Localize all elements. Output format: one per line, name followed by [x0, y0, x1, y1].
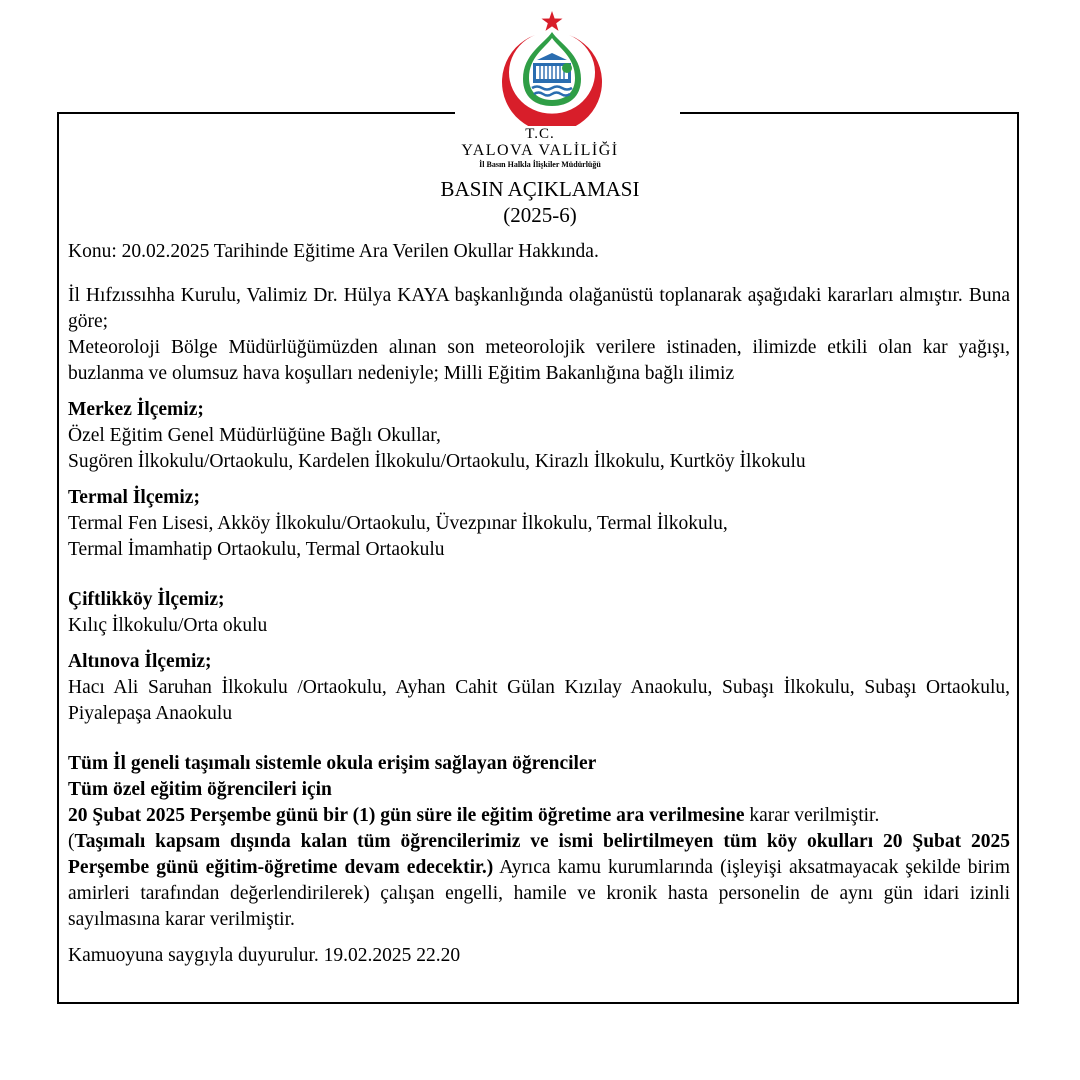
bold-line-2: Tüm özel eğitim öğrencileri için — [68, 779, 332, 800]
note-paragraph: (Taşımalı kapsam dışında kalan tüm öğrencilerimiz ve ismi belirtilmeyen tüm köy okulları 20 Şubat 2025 Perşembe günü eğitim-öğretime devam edecektir.) Ayrıca kamu kurumlarında (işleyişi aksatmayacak şekilde birim amirleri tarafından değerlendirilerek) çalışan engelli, hamile ve kronik hasta personelin de aynı gün idari izinli sayılmasına karar verilmiştir. — [68, 831, 1010, 930]
yalova-governorship-logo — [497, 8, 607, 126]
district-heading-altinova: Altınova İlçemiz; — [68, 651, 212, 672]
district-heading-merkez: Merkez İlçemiz; — [68, 399, 204, 420]
bold-line-1: Tüm İl geneli taşımalı sistemle okula erişim sağlayan öğrenciler — [68, 753, 597, 774]
decision-paragraph: 20 Şubat 2025 Perşembe günü bir (1) gün süre ile eğitim öğretime ara verilmesine karar verilmiştir. — [68, 805, 880, 826]
institution-name: YALOVA VALİLİĞİ — [461, 142, 619, 159]
intro-paragraph-2: Meteoroloji Bölge Müdürlüğümüzden alınan son meteorolojik verilere istinaden, ilimizde etkili olan kar yağışı, buzlanma ve olumsuz hava koşulları nedeniyle; Milli Eğitim Bakanlığına bağlı ilimiz — [68, 337, 1010, 384]
department-name: İl Basın Halkla İlişkiler Müdürlüğü — [479, 160, 601, 169]
district-line: Özel Eğitim Genel Müdürlüğüne Bağlı Okullar, — [68, 425, 441, 446]
document-title: BASIN AÇIKLAMASI — [440, 177, 640, 201]
title-block — [0, 176, 1080, 228]
district-line: Termal Fen Lisesi, Akköy İlkokulu/Ortaokulu, Üvezpınar İlkokulu, Termal İlkokulu, — [68, 513, 728, 534]
district-line: Sugören İlkokulu/Ortaokulu, Kardelen İlkokulu/Ortaokulu, Kirazlı İlkokulu, Kurtköy İlkokulu — [68, 451, 806, 472]
intro-paragraph-1: İl Hıfzıssıhha Kurulu, Valimiz Dr. Hülya KAYA başkanlığında olağanüstü toplanarak aşağıdaki kararları almıştır. Buna göre; — [68, 285, 1010, 332]
document-body — [68, 239, 1010, 969]
district-line: Kılıç İlkokulu/Orta okulu — [68, 615, 268, 636]
district-heading-ciftlikkoy: Çiftlikköy İlçemiz; — [68, 589, 225, 610]
district-line: Termal İmamhatip Ortaokulu, Termal Ortaokulu — [68, 539, 445, 560]
district-line: Hacı Ali Saruhan İlkokulu /Ortaokulu, Ayhan Cahit Gülan Kızılay Anaokulu, Subaşı İlkokulu, Subaşı Ortaokulu, Piyalepaşa Anaokulu — [68, 677, 1010, 724]
tc-label: T.C. — [525, 126, 555, 142]
document-number: (2025-6) — [503, 203, 577, 227]
closing-line: Kamuoyuna saygıyla duyurulur. 19.02.2025 22.20 — [68, 945, 461, 966]
institution-header — [0, 127, 1080, 169]
subject-line: Konu: 20.02.2025 Tarihinde Eğitime Ara Verilen Okullar Hakkında. — [68, 241, 599, 262]
district-heading-termal: Termal İlçemiz; — [68, 487, 200, 508]
